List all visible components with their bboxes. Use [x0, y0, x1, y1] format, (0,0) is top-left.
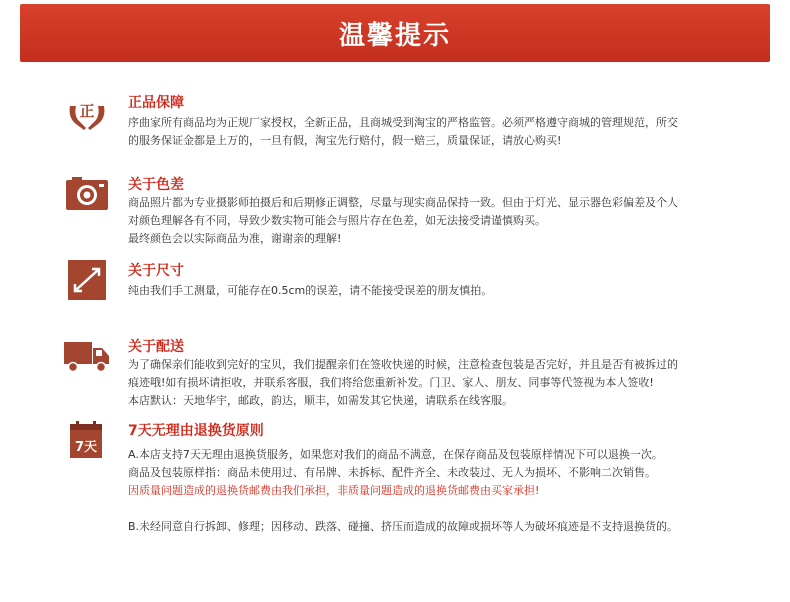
body-line: 为了确保亲们能收到完好的宝贝，我们提醒亲们在签收快递的时候，注意检查包装是否完好，并且是否有被拆过的 — [128, 358, 678, 371]
section-delivery — [64, 336, 764, 412]
section-size — [64, 260, 764, 304]
body-line: 本店默认：天地华宇，邮政，韵达，顺丰，如需发其它快递，请联系在线客服。 — [128, 394, 513, 407]
section-return — [64, 420, 764, 540]
section-body-size — [128, 282, 492, 300]
body-line: A.本店支持7天无理由退换货服务，如果您对我们的商品不满意，在保存商品及包装原样情况下可以退换一次。 — [128, 448, 663, 461]
section-body-genuine — [128, 114, 678, 150]
resize-arrow-icon — [64, 260, 110, 300]
hands-genuine-icon — [64, 92, 110, 132]
section-body-delivery — [128, 356, 678, 410]
body-line: 对颜色理解各有不同，导致少数实物可能会与照片存在色差，如无法接受请谨慎购买。 — [128, 214, 546, 227]
section-heading-size: 关于尺寸 — [128, 263, 184, 279]
calendar-7-days-icon — [64, 420, 110, 460]
genuine-icon-label: 正 — [79, 102, 95, 120]
spacer — [128, 500, 678, 518]
body-line: 序曲家所有商品均为正规厂家授权，全新正品，且商城受到淘宝的严格监管。必须严格遵守商城的管理规范，所交 — [128, 116, 678, 129]
body-line: 的服务保证金都是上万的，一旦有假，淘宝先行赔付，假一赔三，质量保证，请放心购买! — [128, 134, 562, 147]
section-genuine — [64, 92, 764, 152]
page-title: 温馨提示 — [338, 20, 451, 51]
section-color — [64, 174, 764, 250]
section-body-color — [128, 194, 678, 248]
body-line: 商品照片都为专业摄影师拍摄后和后期修正调整，尽量与现实商品保持一致。但由于灯光、显示器色彩偏差及个人 — [128, 196, 678, 209]
body-line: 商品及包装原样指：商品未使用过、有吊牌、未拆标、配件齐全、未改装过、无人为损坏、不影响二次销售。 — [128, 466, 656, 479]
body-line: 最终颜色会以实际商品为准，谢谢亲的理解! — [128, 232, 342, 245]
calendar-icon-label: 7天 — [74, 440, 98, 455]
delivery-truck-icon — [64, 336, 110, 376]
body-line: 痕迹哦!如有损坏请拒收，并联系客服，我们将给您重新补发。门卫、家人、朋友、同事等代签视为本人签收! — [128, 376, 654, 389]
section-heading-genuine: 正品保障 — [128, 95, 184, 111]
camera-icon — [64, 174, 110, 214]
section-heading-color: 关于色差 — [128, 177, 184, 193]
body-line: 纯由我们手工测量，可能存在0.5cm的误差，请不能接受误差的朋友慎拍。 — [128, 284, 493, 297]
title-banner — [20, 4, 770, 62]
body-line: B.未经同意自行拆卸、修理；因移动、跌落、碰撞、挤压而造成的故障或损坏等人为破坏痕迹是不支持退换货的。 — [128, 520, 679, 533]
section-heading-return: 7天无理由退换货原则 — [128, 423, 264, 439]
section-body-return — [128, 446, 678, 536]
section-heading-delivery: 关于配送 — [128, 339, 184, 355]
body-line-red: 因质量问题造成的退换货邮费由我们承担，非质量问题造成的退换货邮费由买家承担! — [128, 484, 540, 497]
